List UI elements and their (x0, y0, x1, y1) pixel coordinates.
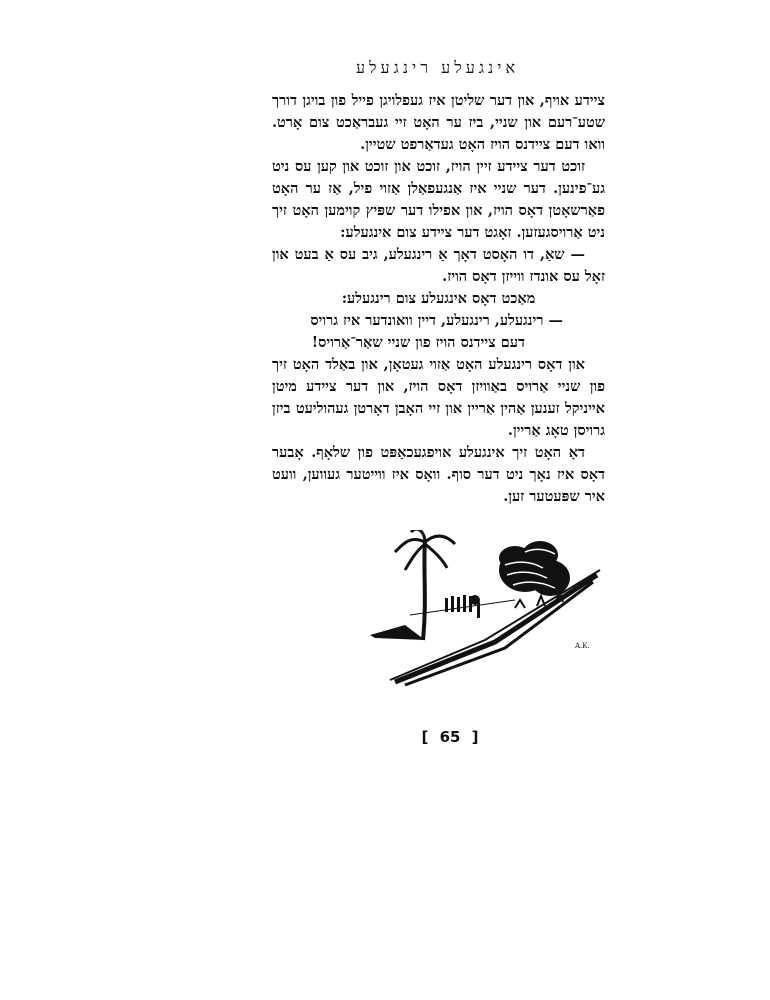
verse-line: — רינגעלע, רינגעלע, דיין וואונדער איז גרויס (310, 312, 563, 329)
page-number (380, 728, 520, 746)
paragraph: — שאַ, דו האָסט דאָך אַ רינגעלע, גיב עס אַ בעט און זאָל עס אונדז ווייזן דאָס הויז. (272, 246, 605, 285)
paragraph: און דאָס רינגעלע האָט אַזוי געטאָן, און באַלד האָט זיך פון שניי אַרויס באַוויזן דאָס הויז, און דער ציידע מיטן אייניקל זענען אַהין אַריין און זיי האָבן דאָרטן געהוליעט ביזן גרויסן טאָג אַריין. (272, 356, 605, 439)
page-number-value: 65 (439, 728, 461, 746)
paragraph: דאָ האָט זיך אינגעלע אויפגעכאַפּט פון שלאָף. אָבער דאָס איז נאָך ניט דער סוף. וואָס איז ווייטער געווען, וועט איר שפּעטער זען. (272, 444, 605, 505)
page-number-bracket-left: [ (421, 728, 429, 746)
page-number-bracket-right: ] (471, 728, 479, 746)
paragraph: ציידע אויף, און דער שליטן איז געפלויגן פייל פון בויגן דורך שטע־רעם און שניי, ביז ער האָט זיי געבראַכט צום אָרט. וואו דעם ציידנס הויז האָט געדאַרפט שטיין. (272, 92, 605, 153)
paragraph: זוכט דער ציידע זיין הויז, זוכט און זוכט און קען עס ניט גע־פינען. דער שניי איז אַנגעפאַלן אַזוי פיל, אַז ער האָט פאַרשאָטן דאָס הויז, און אפילו דער שפּיץ קוימען האָט זיך ניט אַרויסגעזען. זאָגט דער ציידע צום אינגעלע: (272, 158, 605, 241)
running-head: אינגעלע רינגעלע (355, 58, 520, 77)
paragraph: מאַכט דאָס אינגעלע צום רינגעלע: (341, 290, 536, 307)
verse-line: דעם ציידנס הויז פון שניי שאַר־אַרויס! (311, 334, 525, 351)
body-text (272, 90, 605, 508)
illustration-signature: A.K. (575, 642, 590, 650)
desert-caravan-illustration (365, 530, 605, 690)
